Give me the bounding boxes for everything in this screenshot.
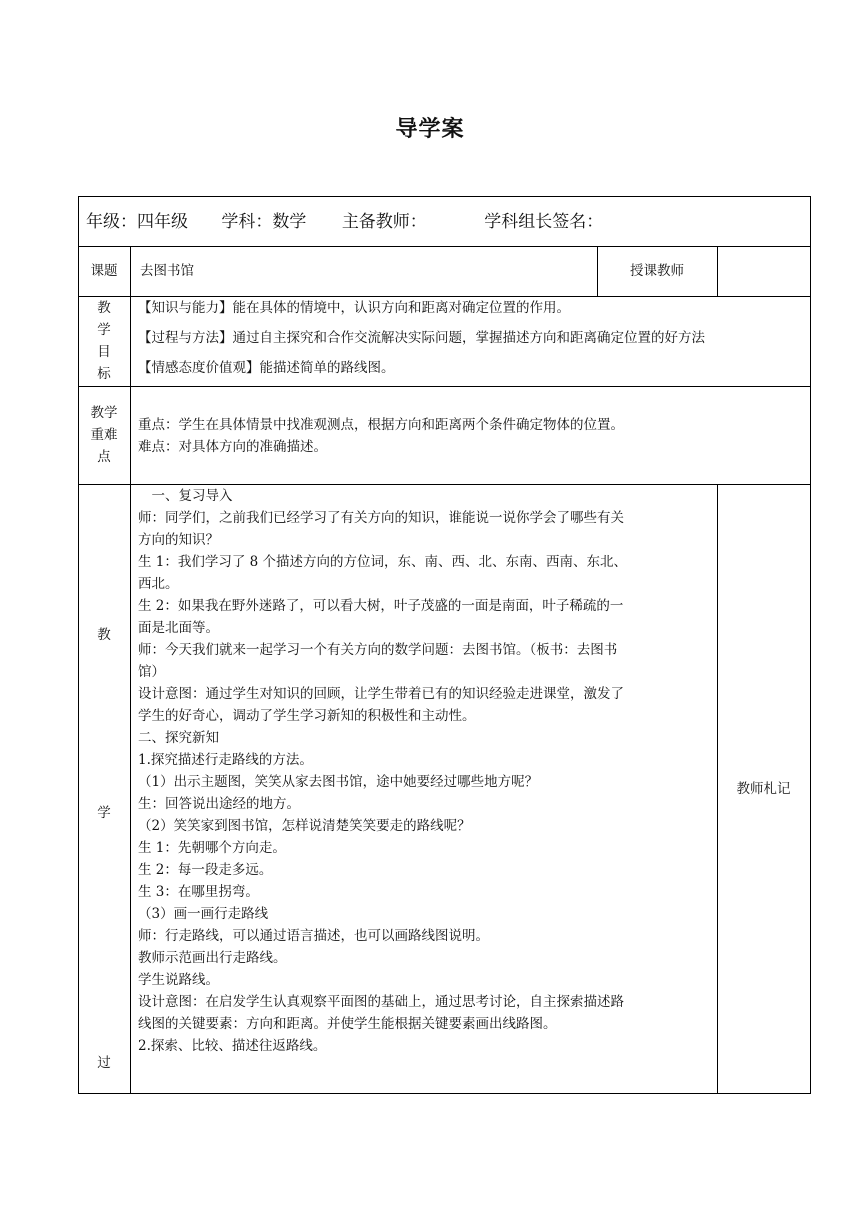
process-line: 生 2：如果我在野外迷路了，可以看大树，叶子茂盛的一面是南面，叶子稀疏的一 bbox=[138, 598, 624, 614]
process-line: 设计意图：通过学生对知识的回顾，让学生带着已有的知识经验走进课堂，激发了 bbox=[138, 686, 624, 702]
process-line: 一、复习导入 bbox=[138, 488, 233, 504]
process-label-char-3: 过 bbox=[97, 1055, 111, 1071]
objectives-content bbox=[138, 297, 810, 379]
process-line: 设计意图：在启发学生认真观察平面图的基础上，通过思考讨论，自主探索描述路 bbox=[138, 994, 624, 1010]
process-line: 1.探究描述行走路线的方法。 bbox=[138, 752, 313, 768]
process-content bbox=[138, 485, 716, 1057]
key-point-difficulty: 难点：对具体方向的准确描述。 bbox=[138, 439, 327, 455]
objective-attitude: 【情感态度价值观】能描述简单的路线图。 bbox=[138, 360, 395, 376]
process-line: 学生说路线。 bbox=[138, 972, 219, 988]
process-line: 方向的知识？ bbox=[138, 532, 219, 548]
process-line: 2.探索、比较、描述往返路线。 bbox=[138, 1038, 327, 1054]
process-line: 师：同学们，之前我们已经学习了有关方向的知识，谁能说一说你学会了哪些有关 bbox=[138, 510, 624, 526]
lecturer-label: 授课教师 bbox=[630, 263, 684, 279]
process-line: 面是北面等。 bbox=[138, 620, 219, 636]
objectives-label: 教 学 目 标 bbox=[97, 300, 111, 382]
process-line: 生：回答说出途经的地方。 bbox=[138, 796, 300, 812]
key-points-label: 教学 重难 点 bbox=[90, 405, 118, 465]
process-label-char-1: 教 bbox=[97, 627, 111, 643]
process-line: 二、探究新知 bbox=[138, 730, 219, 746]
topic-value: 去图书馆 bbox=[140, 263, 194, 279]
process-line: 师：今天我们就来一起学习一个有关方向的数学问题：去图书馆。（板书：去图书 bbox=[138, 642, 618, 658]
teacher-notes-label: 教师札记 bbox=[736, 781, 791, 797]
subject-field: 学科：数学 bbox=[221, 212, 307, 232]
process-line: 生 3：在哪里拐弯。 bbox=[138, 884, 259, 900]
process-line: 学生的好奇心，调动了学生学习新知的积极性和主动性。 bbox=[138, 708, 476, 724]
key-point-focus: 重点：学生在具体情景中找准观测点，根据方向和距离两个条件确定物体的位置。 bbox=[138, 417, 624, 433]
objective-knowledge: 【知识与能力】能在具体的情境中，认识方向和距离对确定位置的作用。 bbox=[138, 300, 570, 316]
process-line: （1）出示主题图，笑笑从家去图书馆，途中她要经过哪些地方呢？ bbox=[138, 774, 539, 790]
process-line: （3）画一画行走路线 bbox=[138, 906, 269, 922]
process-line: 师：行走路线，可以通过语言描述，也可以画路线图说明。 bbox=[138, 928, 489, 944]
main-teacher-field: 主备教师： bbox=[341, 212, 427, 232]
document-title: 导学案 bbox=[395, 117, 465, 142]
header-row bbox=[86, 210, 603, 234]
process-line: 教师示范画出行走路线。 bbox=[138, 950, 287, 966]
topic-label: 课题 bbox=[90, 263, 118, 279]
process-line: 西北。 bbox=[138, 576, 179, 592]
process-line: 生 2：每一段走多远。 bbox=[138, 862, 273, 878]
process-line: 线图的关键要素：方向和距离。并使学生能根据关键要素画出线路图。 bbox=[138, 1016, 557, 1032]
process-line: 生 1：我们学习了 8 个描述方向的方位词，东、南、西、北、东南、西南、东北、 bbox=[138, 554, 628, 570]
grade-field: 年级：四年级 bbox=[86, 212, 188, 232]
process-label-char-2: 学 bbox=[97, 805, 111, 821]
objective-process: 【过程与方法】通过自主探究和合作交流解决实际问题，掌握描述方向和距离确定位置的好方法 bbox=[138, 330, 705, 346]
process-line: 生 1：先朝哪个方向走。 bbox=[138, 840, 286, 856]
key-points-content bbox=[138, 414, 810, 458]
process-line: （2）笑笑家到图书馆，怎样说清楚笑笑要走的路线呢？ bbox=[138, 818, 471, 834]
leader-sign-field: 学科组长签名： bbox=[484, 212, 604, 232]
process-line: 馆） bbox=[138, 664, 165, 680]
